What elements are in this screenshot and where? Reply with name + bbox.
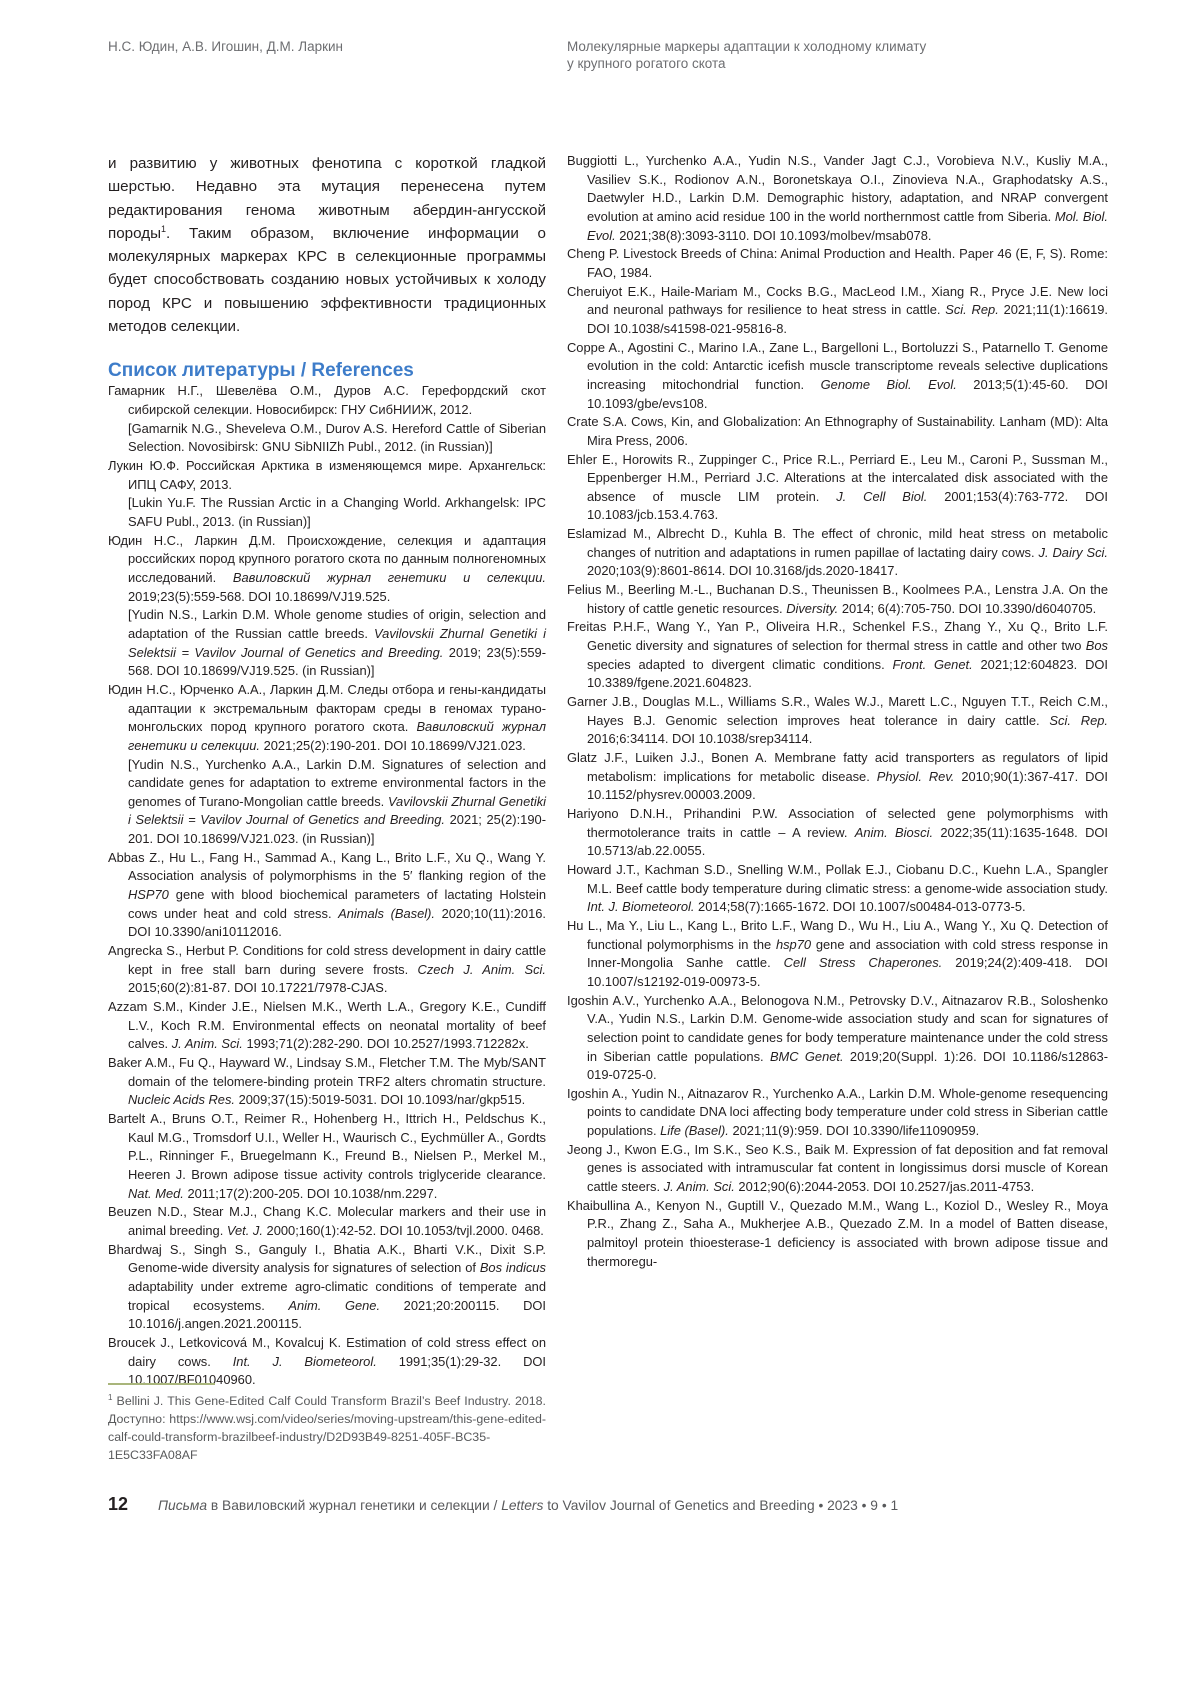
reference-text: Hariyono D.N.H., Prihandini P.W. Association of selected gene polymorphisms with thermotolerance traits in cattle – A review. <box>567 806 1108 840</box>
reference-item <box>108 1203 546 1240</box>
reference-item <box>567 749 1108 805</box>
reference-item <box>567 525 1108 581</box>
reference-text: Cheruiyot E.K., Haile-Mariam M., Cocks B.G., MacLeod I.M., Xiang R., Pryce J.E. New loci and neuronal pathways for resilience to heat stress in cattle. <box>567 284 1108 318</box>
reference-text: 2020;103(9):8601-8614. DOI 10.3168/jds.2020-18417. <box>587 563 898 578</box>
reference-journal: Czech J. Anim. Sci. <box>418 962 546 977</box>
reference-text: Freitas P.H.F., Wang Y., Yan P., Oliveira H.R., Schenkel F.S., Zhang Y., Xu Q., Brito L.F. Genetic diversity and signatures of selection for thermal stress in cattle and other two <box>567 619 1108 653</box>
reference-text: gene with blood biochemical parameters of lactating Holstein cows under heat and cold stress. <box>128 887 546 921</box>
reference-journal: Anim. Biosci. <box>855 825 933 840</box>
reference-item <box>108 942 546 998</box>
footnote-divider <box>108 1383 215 1385</box>
reference-text: 2015;60(2):81-87. DOI 10.17221/7978-CJAS. <box>128 980 387 995</box>
reference-text: Гамарник Н.Г., Шевелёва О.М., Дуров А.С. Герефордский скот сибирской селекции. Новосибирск: ГНУ СибНИИЖ, 2012. <box>108 383 546 417</box>
reference-text: Baker A.M., Fu Q., Hayward W., Lindsay S.M., Fletcher T.M. The Myb/SANT domain of the telomere-binding protein TRF2 alters chromatin structure. <box>108 1055 546 1089</box>
reference-text: Юдин Н.С., Юрченко А.А., Ларкин Д.М. Следы отбора и гены-кандидаты адаптации к экстремальным факторам среды в геномах турано-монгольских пород крупного рогатого скота. <box>108 682 546 734</box>
reference-text: 2014;58(7):1665-1672. DOI 10.1007/s00484-013-0773-5. <box>694 899 1025 914</box>
reference-item <box>108 1241 546 1334</box>
reference-item <box>108 1110 546 1203</box>
reference-journal: Nucleic Acids Res. <box>128 1092 235 1107</box>
reference-text: Azzam S.M., Kinder J.E., Nielsen M.K., Werth L.A., Gregory K.E., Cundiff L.V., Koch R.M. Environmental effects on neonatal mortality of beef calves. <box>108 999 546 1051</box>
reference-journal: J. Cell Biol. <box>836 489 927 504</box>
reference-text: 2022;35(11):1635-1648. DOI 10.5713/ab.22.0055. <box>587 825 1108 859</box>
references-list <box>567 152 1108 1271</box>
reference-translation <box>108 606 546 681</box>
reference-item <box>567 451 1108 526</box>
reference-journal: Genome Biol. Evol. <box>821 377 957 392</box>
reference-journal: Cell Stress Chaperones. <box>784 955 943 970</box>
reference-text: 2000;160(1):42-52. DOI 10.1053/tvjl.2000. 0468. <box>263 1223 544 1238</box>
reference-text: 2001;153(4):763-772. DOI 10.1083/jcb.153.4.763. <box>587 489 1108 523</box>
reference-text: Glatz J.F., Luiken J.J., Bonen A. Membrane fatty acid transporters as regulators of lipid metabolism: implications for metabolic disease. <box>567 750 1108 784</box>
page-number: 12 <box>108 1494 128 1514</box>
reference-journal: Life (Basel). <box>660 1123 729 1138</box>
reference-item <box>567 917 1108 992</box>
reference-text: [Lukin Yu.F. The Russian Arctic in a Changing World. Arkhangelsk: IPC SAFU Publ., 2013. (in Russian)] <box>128 495 546 529</box>
reference-text: Igoshin A., Yudin N., Aitnazarov R., Yurchenko A.A., Larkin D.M. Whole-genome resequencing points to candidate DNA loci affecting body temperature under cold stress in Siberian cattle populations. <box>567 1086 1108 1138</box>
reference-text: adaptability under extreme agro-climatic conditions of temperate and tropical ecosystems. <box>128 1279 546 1313</box>
reference-journal: J. Anim. Sci. <box>172 1036 243 1051</box>
footnote <box>108 1389 546 1464</box>
reference-text: 1991;35(1):29-32. DOI 10.1007/BF01040960. <box>128 1354 546 1388</box>
footer-journal-ru-italic: Письма <box>158 1498 207 1513</box>
reference-text: [Gamarnik N.G., Sheveleva O.M., Durov A.S. Hereford Cattle of Siberian Selection. Novosibirsk: GNU SibNIIZh Publ., 2012. (in Russian)] <box>128 421 546 455</box>
reference-text: 2019;24(2):409-418. DOI 10.1007/s12192-019-00973-5. <box>587 955 1108 989</box>
reference-item <box>567 339 1108 414</box>
footnote-text: Bellini J. This Gene-Edited Calf Could Transform Brazil’s Beef Industry. 2018. Доступно: https://www.wsj.com/video/series/moving-upstream/this-gene-edited-calf-could-transform-brazilbeef-industry/D2D93B49-8251-405F-BC35-1E5C33FA08AF <box>108 1394 546 1462</box>
reference-item <box>108 1054 546 1110</box>
reference-text: Beuzen N.D., Stear M.J., Chang K.C. Molecular markers and their use in animal breeding. <box>108 1204 546 1238</box>
reference-item <box>567 992 1108 1085</box>
reference-item <box>108 532 546 607</box>
reference-item <box>108 849 546 942</box>
reference-text: 2021;12:604823. DOI 10.3389/fgene.2021.604823. <box>587 657 1108 691</box>
reference-text: 2010;90(1):367-417. DOI 10.1152/physrev.00003.2009. <box>587 769 1108 803</box>
reference-item <box>108 382 546 419</box>
running-header-authors: Н.С. Юдин, А.В. Игошин, Д.М. Ларкин <box>108 38 343 55</box>
reference-text: 2020;10(11):2016. DOI 10.3390/ani10112016. <box>128 906 546 940</box>
left-column <box>108 152 546 1390</box>
reference-item <box>567 245 1108 282</box>
reference-text: Garner J.B., Douglas M.L., Williams S.R., Wales W.J., Marett L.C., Nguyen T.T., Reich C.M., Hayes B.J. Genomic selection improves heat tolerance in dairy cattle. <box>567 694 1108 728</box>
footnote-ref[interactable]: 1 <box>161 224 166 234</box>
reference-item <box>567 413 1108 450</box>
reference-item <box>567 1085 1108 1141</box>
reference-text: Hu L., Ma Y., Liu L., Kang L., Brito L.F., Wang D., Wu H., Liu A., Wang Y., Xu Q. Detection of functional polymorphisms in the <box>567 918 1108 952</box>
reference-text: Howard J.T., Kachman S.D., Snelling W.M., Pollak E.J., Ciobanu D.C., Kuehn L.A., Spangler M.L. Beef cattle body temperature during climatic stress: a genome-wide association study. <box>567 862 1108 896</box>
reference-journal: J. Anim. Sci. <box>664 1179 735 1194</box>
reference-item <box>567 1141 1108 1197</box>
reference-text: 2019;23(5):559-568. DOI 10.18699/VJ19.525. <box>128 589 390 604</box>
right-column <box>567 152 1108 1271</box>
reference-text: gene and association with cold stress response in Inner-Mongolia Sanhe cattle. <box>587 937 1108 971</box>
reference-journal: Vet. J. <box>227 1223 263 1238</box>
reference-text: 2016;6:34114. DOI 10.1038/srep34114. <box>587 731 812 746</box>
reference-text: Bhardwaj S., Singh S., Ganguly I., Bhatia A.K., Bharti V.K., Dixit S.P. Genome-wide diversity analysis for signatures of selection of <box>108 1242 546 1276</box>
reference-text: 2019; 23(5):559-568. DOI 10.18699/VJ19.525. (in Russian)] <box>128 645 546 679</box>
reference-journal: BMC Genet. <box>770 1049 844 1064</box>
reference-item <box>567 805 1108 861</box>
reference-journal: HSP70 <box>128 887 169 902</box>
reference-text: 2021;11(9):959. DOI 10.3390/life11090959. <box>729 1123 979 1138</box>
reference-text: species adapted to divergent climatic conditions. <box>587 657 893 672</box>
reference-text: 2011;17(2):200-205. DOI 10.1038/nm.2297. <box>184 1186 437 1201</box>
reference-text: Felius M., Beerling M.-L., Buchanan D.S., Theunissen B., Koolmees P.A., Lenstra J.A. On the history of cattle genetic resources. <box>567 582 1108 616</box>
reference-journal: Sci. Rep. <box>1049 713 1108 728</box>
reference-journal: Bos indicus <box>480 1260 546 1275</box>
reference-text: 2021;38(8):3093-3110. DOI 10.1093/molbev/msab078. <box>616 228 932 243</box>
reference-text: Abbas Z., Hu L., Fang H., Sammad A., Kang L., Brito L.F., Xu Q., Wang Y. Association analysis of polymorphisms in the 5′ flanking region of the <box>108 850 546 884</box>
reference-journal: Front. Genet. <box>893 657 973 672</box>
reference-text: Khaibullina A., Kenyon N., Guptill V., Quezado M.M., Wang L., Koziol D., Wesley R., Moya P.R., Zhang Z., Saha A., Mukherjee A.B., Quezado Z.M. In a model of Batten disease, palmitoyl protein thioesterase-1 deficiency is associated with brown adipose tissue and thermoregu- <box>567 1198 1108 1269</box>
reference-text: 2013;5(1):45-60. DOI 10.1093/gbe/evs108. <box>587 377 1108 411</box>
reference-translation <box>108 494 546 531</box>
reference-text: 2009;37(15):5019-5031. DOI 10.1093/nar/gkp515. <box>235 1092 525 1107</box>
reference-translation <box>108 420 546 457</box>
footer-journal-ru: в Вавиловский журнал генетики и селекции / <box>207 1498 501 1513</box>
reference-text: 1993;71(2):282-290. DOI 10.2527/1993.712282x. <box>243 1036 529 1051</box>
reference-journal: Vavilovskii Zhurnal Genetiki i Selektsii = Vavilov Journal of Genetics and Breeding. <box>128 794 546 828</box>
footer-journal-en-italic: Letters <box>501 1498 543 1513</box>
footer-issue: • 2023 • 9 • 1 <box>815 1498 899 1513</box>
reference-text: Crate S.A. Cows, Kin, and Globalization: An Ethnography of Sustainability. Lanham (MD): Alta Mira Press, 2006. <box>567 414 1108 448</box>
reference-journal: Вавиловский журнал генетики и селекции. <box>128 719 546 753</box>
reference-text: Ehler E., Horowits R., Zuppinger C., Price R.L., Perriard E., Leu M., Caroni P., Sussman M., Eppenberger H.M., Perriard J.C. Alterations at the intercalated disk associated with the absence of muscle LIM protein. <box>567 452 1108 504</box>
reference-text: 2021;20:200115. DOI 10.1016/j.angen.2021.200115. <box>128 1298 546 1332</box>
references-heading: Список литературы / References <box>108 360 546 382</box>
reference-journal: Vavilovskii Zhurnal Genetiki i Selektsii = Vavilov Journal of Genetics and Breeding. <box>128 626 546 660</box>
reference-item <box>108 1334 546 1390</box>
reference-item <box>567 861 1108 917</box>
reference-text: 2019;20(Suppl. 1):26. DOI 10.1186/s12863-019-0725-0. <box>587 1049 1108 1083</box>
reference-item <box>567 618 1108 693</box>
reference-journal: Diversity. <box>786 601 838 616</box>
reference-translation <box>108 756 546 849</box>
running-header-title-line: у крупного рогатого скота <box>567 55 987 72</box>
reference-journal: Sci. Rep. <box>945 302 999 317</box>
reference-item <box>108 681 546 756</box>
running-header-title-line: Молекулярные маркеры адаптации к холодному климату <box>567 38 987 55</box>
reference-text: Eslamizad M., Albrecht D., Kuhla B. The effect of chronic, mild heat stress on metabolic changes of nutrition and adaptations in rumen papillae of lactating dairy cows. <box>567 526 1108 560</box>
references-list <box>108 382 546 1389</box>
reference-item <box>567 693 1108 749</box>
reference-journal: Вавиловский журнал генетики и селекции. <box>233 570 546 585</box>
footer-journal-en: to Vavilov Journal of Genetics and Breeding <box>543 1498 814 1513</box>
reference-journal: Anim. Gene. <box>288 1298 380 1313</box>
reference-text: Jeong J., Kwon E.G., Im S.K., Seo K.S., Baik M. Expression of fat deposition and fat removal genes is associated with intramuscular fat content in longissimus dorsi muscle of Korean cattle steers. <box>567 1142 1108 1194</box>
reference-text: Юдин Н.С., Ларкин Д.М. Происхождение, селекция и адаптация российских пород крупного рогатого скота по данным полногеномных исследований. <box>108 533 546 585</box>
reference-item <box>108 998 546 1054</box>
reference-text: 2021; 25(2):190-201. DOI 10.18699/VJ21.023. (in Russian)] <box>128 812 546 846</box>
reference-text: 2021;25(2):190-201. DOI 10.18699/VJ21.023. <box>260 738 526 753</box>
body-paragraph <box>108 152 546 338</box>
reference-journal: Mol. Biol. Evol. <box>587 209 1108 243</box>
reference-item <box>567 283 1108 339</box>
reference-journal: Nat. Med. <box>128 1186 184 1201</box>
reference-item <box>108 457 546 494</box>
reference-item <box>567 1197 1108 1272</box>
body-text: и развитию у животных фенотипа с короткой гладкой шерстью. Недавно эта мутация перенесена путем редактирования генома животным абердин-ангусской породы <box>108 155 546 242</box>
reference-journal: J. Dairy Sci. <box>1039 545 1108 560</box>
footnote-marker: 1 <box>108 1393 112 1402</box>
reference-text: Broucek J., Letkovicová M., Kovalcuj K. Estimation of cold stress effect on dairy cows. <box>108 1335 546 1369</box>
reference-text: Igoshin A.V., Yurchenko A.A., Belonogova N.M., Petrovsky D.V., Aitnazarov R.B., Soloshenko V.A., Yudin N.S., Larkin D.M. Genome-wide association study and scan for signatures of selection point to candidate genes for body temperature maintenance under the cold stress in Siberian cattle populations. <box>567 993 1108 1064</box>
running-header-title <box>567 38 987 72</box>
reference-text: Angrecka S., Herbut P. Conditions for cold stress development in dairy cattle kept in free stall barn during severe frosts. <box>108 943 546 977</box>
reference-text: Cheng P. Livestock Breeds of China: Animal Production and Health. Paper 46 (E, F, S). Rome: FAO, 1984. <box>567 246 1108 280</box>
reference-item <box>567 581 1108 618</box>
reference-item <box>567 152 1108 245</box>
reference-text: 2012;90(6):2044-2053. DOI 10.2527/jas.2011-4753. <box>735 1179 1034 1194</box>
reference-journal: Int. J. Biometeorol. <box>233 1354 377 1369</box>
reference-text: [Yudin N.S., Larkin D.M. Whole genome studies of origin, selection and adaptation of the Russian cattle breeds. <box>128 607 546 641</box>
reference-text: Buggiotti L., Yurchenko A.A., Yudin N.S., Vander Jagt C.J., Vorobieva N.V., Kusliy M.A., Vasiliev S.K., Rodionov A.N., Boronetskaya O.I., Zinovieva N.A., Graphodatsky A.S., Daetwyler H.D., Larkin D.M. Demographic history, adaptation, and NRAP convergent evolution at amino acid residue 100 in the world northernmost cattle from Siberia. <box>567 153 1108 224</box>
reference-text: Лукин Ю.Ф. Российская Арктика в изменяющемся мире. Архангельск: ИПЦ САФУ, 2013. <box>108 458 546 492</box>
reference-text: 2021;11(1):16619. DOI 10.1038/s41598-021-95816-8. <box>587 302 1108 336</box>
reference-journal: hsp70 <box>776 937 811 952</box>
reference-text: Bartelt A., Bruns O.T., Reimer R., Hohenberg H., Ittrich H., Peldschus K., Kaul M.G., Tromsdorf U.I., Weller H., Waurisch C., Eychmüller A., Gordts P.L., Rinninger F., Bruegelmann K., Freund B., Nielsen P., Merkel M., Heeren J. Brown adipose tissue activity controls triglyceride clearance. <box>108 1111 546 1182</box>
reference-text: [Yudin N.S., Yurchenko A.A., Larkin D.M. Signatures of selection and candidate genes for adaptation to extreme environmental factors in the genomes of Turano-Mongolian cattle breeds. <box>128 757 546 809</box>
reference-journal: Animals (Basel). <box>338 906 435 921</box>
reference-journal: Bos <box>1086 638 1108 653</box>
reference-text: 2014; 6(4):705-750. DOI 10.3390/d6040705. <box>838 601 1096 616</box>
body-text: . Таким образом, включение информации о молекулярных маркерах КРС в селекционные программы будет способствовать созданию новых устойчивых к холоду пород КРС и повышению эффективности традиционных методов селекции. <box>108 225 546 335</box>
reference-journal: Int. J. Biometeorol. <box>587 899 694 914</box>
reference-journal: Physiol. Rev. <box>877 769 955 784</box>
page-footer <box>108 1494 1108 1515</box>
reference-text: Coppe A., Agostini C., Marino I.A., Zane L., Bargelloni L., Bortoluzzi S., Patarnello T. Genome evolution in the cold: Antarctic icefish muscle transcriptome reveals selective duplications increasing mitochondrial function. <box>567 340 1108 392</box>
